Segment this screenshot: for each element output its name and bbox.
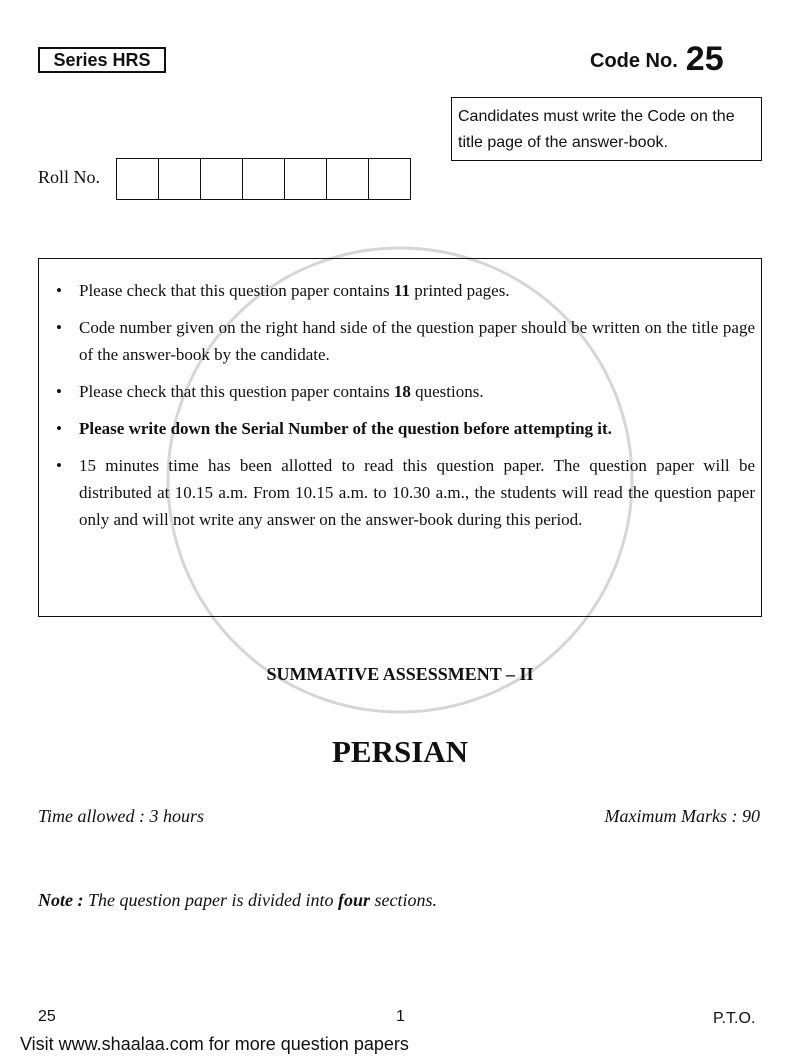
code-label: Code No. [590,50,678,72]
candidate-note: Candidates must write the Code on the title page of the answer-book. [451,97,762,161]
subject-title: PERSIAN [331,734,469,769]
page-number: 1 [396,1008,405,1025]
roll-box[interactable] [159,159,201,199]
instruction-item [39,415,755,442]
time-allowed: Time allowed : 3 hours [38,806,205,826]
instruction-item [39,277,755,304]
bullet-icon: • [56,318,62,337]
instructions-box [38,258,762,617]
instruction-part: printed pages. [409,281,510,300]
bullet-icon: • [56,382,62,401]
bullet-icon: • [56,281,62,300]
roll-box[interactable] [117,159,159,199]
bullet-icon: • [56,419,62,438]
roll-box[interactable] [243,159,285,199]
maximum-marks: Maximum Marks : 90 [604,806,760,826]
roll-box[interactable] [285,159,327,199]
instruction-item [39,452,755,533]
visit-link[interactable]: Visit www.shaalaa.com for more question papers [20,1034,409,1054]
instruction-part: 15 minutes time has been allotted to read this question paper. The question paper will be distributed at 10.15 a.m. From 10.15 a.m. to 10.30 a.m., the students will read the question paper only and will not write any answer on the answer-book during this period. [79,456,755,529]
instruction-part: Please check that this question paper contains [79,281,394,300]
roll-label: Roll No. [38,167,101,187]
bullet-icon: • [56,456,62,475]
code-value: 25 [685,40,724,78]
instruction-part: Code number given on the right hand side of the question paper should be written on the title page of the answer-book by the candidate. [79,318,755,364]
instruction-text [79,314,755,368]
instruction-part: 18 [393,382,411,401]
roll-number-boxes[interactable] [116,158,411,200]
note-bold: four [337,890,370,910]
footer-code: 25 [38,1008,56,1025]
instruction-text [79,452,755,533]
roll-box[interactable] [327,159,369,199]
note-label: Note : [38,890,84,910]
instruction-part: Please write down the Serial Number of the question before attempting it. [79,419,612,438]
note-text-end: sections. [369,890,437,910]
code-number [590,40,724,79]
instruction-text [79,277,755,304]
roll-box[interactable] [201,159,243,199]
instruction-part: 11 [393,281,410,300]
roll-box[interactable] [369,159,410,199]
series-label: Series HRS [38,47,166,73]
note-text: The question paper is divided into [83,890,338,910]
instruction-part: questions. [410,382,484,401]
assessment-title: SUMMATIVE ASSESSMENT – II [266,664,534,684]
pto: P.T.O. [713,1010,756,1027]
instruction-part: Please check that this question paper contains [79,382,394,401]
instruction-text [79,415,755,442]
note [38,890,437,911]
instruction-text [79,378,755,405]
instruction-item [39,378,755,405]
instruction-item [39,314,755,368]
